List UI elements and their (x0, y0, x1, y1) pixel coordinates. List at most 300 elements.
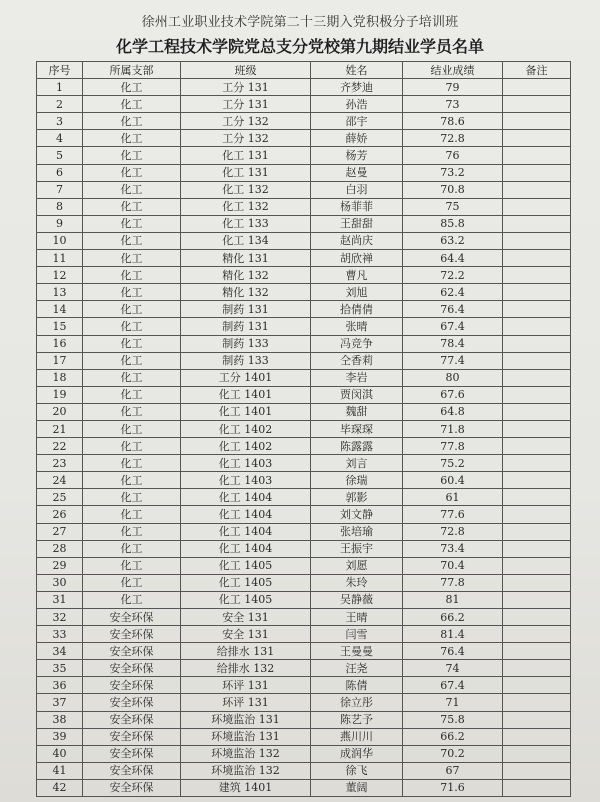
cell-score: 72.8 (403, 523, 503, 540)
cell-score: 81.4 (403, 626, 503, 643)
cell-branch: 安全环保 (83, 762, 181, 779)
cell-index: 11 (37, 250, 83, 267)
cell-name: 王晴 (311, 609, 403, 626)
cell-remarks (503, 728, 571, 745)
cell-branch: 化工 (83, 96, 181, 113)
graduate-list-table (36, 61, 571, 797)
cell-index: 33 (37, 626, 83, 643)
cell-index: 6 (37, 164, 83, 181)
cell-score: 77.6 (403, 506, 503, 523)
cell-branch: 化工 (83, 557, 181, 574)
cell-name: 刘旭 (311, 284, 403, 301)
cell-remarks (503, 609, 571, 626)
cell-branch: 化工 (83, 215, 181, 232)
cell-remarks (503, 301, 571, 318)
cell-class: 工分 131 (181, 96, 311, 113)
cell-index: 21 (37, 420, 83, 437)
cell-remarks (503, 694, 571, 711)
table-row (37, 728, 571, 745)
cell-remarks (503, 267, 571, 284)
table-row (37, 643, 571, 660)
table-row (37, 745, 571, 762)
cell-remarks (503, 660, 571, 677)
table-row (37, 352, 571, 369)
cell-score: 76.4 (403, 301, 503, 318)
cell-class: 化工 132 (181, 198, 311, 215)
table-row (37, 96, 571, 113)
cell-class: 工分 1401 (181, 369, 311, 386)
cell-class: 化工 1401 (181, 386, 311, 403)
cell-index: 30 (37, 574, 83, 591)
cell-name: 徐瑞 (311, 472, 403, 489)
cell-remarks (503, 711, 571, 728)
cell-branch: 安全环保 (83, 745, 181, 762)
cell-class: 化工 133 (181, 215, 311, 232)
cell-index: 26 (37, 506, 83, 523)
cell-index: 34 (37, 643, 83, 660)
cell-remarks (503, 455, 571, 472)
cell-score: 67.4 (403, 318, 503, 335)
table-row (37, 267, 571, 284)
cell-index: 29 (37, 557, 83, 574)
cell-class: 工分 132 (181, 113, 311, 130)
cell-class: 建筑 1401 (181, 779, 311, 796)
cell-score: 78.4 (403, 335, 503, 352)
table-row (37, 420, 571, 437)
cell-name: 毕琛琛 (311, 420, 403, 437)
cell-remarks (503, 335, 571, 352)
cell-remarks (503, 677, 571, 694)
cell-class: 制药 131 (181, 318, 311, 335)
cell-score: 74 (403, 660, 503, 677)
cell-class: 环境监治 131 (181, 728, 311, 745)
cell-index: 37 (37, 694, 83, 711)
cell-name: 薛娇 (311, 130, 403, 147)
table-row (37, 506, 571, 523)
cell-score: 79 (403, 79, 503, 96)
cell-name: 王甜甜 (311, 215, 403, 232)
cell-name: 董阔 (311, 779, 403, 796)
cell-class: 化工 1404 (181, 506, 311, 523)
cell-name: 王曼曼 (311, 643, 403, 660)
cell-branch: 化工 (83, 335, 181, 352)
cell-score: 81 (403, 591, 503, 608)
cell-name: 赵尚庆 (311, 232, 403, 249)
cell-name: 邵宇 (311, 113, 403, 130)
cell-class: 安全 131 (181, 626, 311, 643)
cell-score: 61 (403, 489, 503, 506)
table-row (37, 626, 571, 643)
cell-remarks (503, 215, 571, 232)
cell-name: 胡欣禅 (311, 250, 403, 267)
cell-name: 吴静薇 (311, 591, 403, 608)
cell-branch: 安全环保 (83, 609, 181, 626)
cell-index: 42 (37, 779, 83, 796)
cell-class: 精化 132 (181, 267, 311, 284)
table-row (37, 386, 571, 403)
cell-index: 20 (37, 403, 83, 420)
table-row (37, 523, 571, 540)
cell-branch: 化工 (83, 79, 181, 96)
cell-remarks (503, 557, 571, 574)
table-row (37, 472, 571, 489)
cell-index: 9 (37, 215, 83, 232)
cell-name: 张培瑜 (311, 523, 403, 540)
cell-branch: 化工 (83, 574, 181, 591)
cell-name: 刘言 (311, 455, 403, 472)
cell-class: 化工 131 (181, 164, 311, 181)
cell-branch: 安全环保 (83, 626, 181, 643)
table-row (37, 318, 571, 335)
cell-index: 39 (37, 728, 83, 745)
column-header-name: 姓名 (311, 62, 403, 79)
cell-branch: 化工 (83, 591, 181, 608)
cell-class: 工分 132 (181, 130, 311, 147)
cell-remarks (503, 147, 571, 164)
cell-score: 64.4 (403, 250, 503, 267)
cell-index: 14 (37, 301, 83, 318)
table-row (37, 215, 571, 232)
cell-score: 76.4 (403, 643, 503, 660)
cell-remarks (503, 79, 571, 96)
cell-class: 精化 132 (181, 284, 311, 301)
cell-score: 73.4 (403, 540, 503, 557)
table-row (37, 711, 571, 728)
cell-remarks (503, 352, 571, 369)
cell-score: 60.4 (403, 472, 503, 489)
cell-index: 8 (37, 198, 83, 215)
cell-remarks (503, 472, 571, 489)
cell-remarks (503, 386, 571, 403)
table-row (37, 660, 571, 677)
table-row (37, 301, 571, 318)
cell-branch: 化工 (83, 523, 181, 540)
cell-index: 18 (37, 369, 83, 386)
column-header-index: 序号 (37, 62, 83, 79)
cell-score: 67 (403, 762, 503, 779)
table-body (37, 79, 571, 797)
cell-score: 71 (403, 694, 503, 711)
cell-class: 化工 1405 (181, 591, 311, 608)
cell-score: 64.8 (403, 403, 503, 420)
cell-score: 67.4 (403, 677, 503, 694)
table-header-row (37, 62, 571, 79)
cell-class: 化工 1402 (181, 438, 311, 455)
column-header-branch: 所属支部 (83, 62, 181, 79)
cell-class: 化工 132 (181, 181, 311, 198)
cell-branch: 化工 (83, 489, 181, 506)
document-title: 化学工程技术学院党总支分党校第九期结业学员名单 (115, 37, 484, 56)
table-row (37, 335, 571, 352)
cell-branch: 化工 (83, 369, 181, 386)
cell-branch: 化工 (83, 403, 181, 420)
cell-name: 冯竞争 (311, 335, 403, 352)
cell-index: 28 (37, 540, 83, 557)
table-row (37, 164, 571, 181)
cell-score: 71.6 (403, 779, 503, 796)
cell-score: 85.8 (403, 215, 503, 232)
cell-branch: 化工 (83, 455, 181, 472)
cell-remarks (503, 403, 571, 420)
cell-index: 5 (37, 147, 83, 164)
cell-remarks (503, 318, 571, 335)
cell-index: 25 (37, 489, 83, 506)
cell-class: 环境监治 132 (181, 762, 311, 779)
table-row (37, 232, 571, 249)
cell-name: 李岩 (311, 369, 403, 386)
cell-score: 66.2 (403, 728, 503, 745)
table-row (37, 250, 571, 267)
table-row (37, 284, 571, 301)
cell-class: 化工 1403 (181, 455, 311, 472)
cell-class: 化工 134 (181, 232, 311, 249)
cell-branch: 化工 (83, 420, 181, 437)
cell-remarks (503, 420, 571, 437)
cell-score: 77.8 (403, 438, 503, 455)
cell-index: 35 (37, 660, 83, 677)
cell-index: 7 (37, 181, 83, 198)
cell-index: 40 (37, 745, 83, 762)
cell-name: 燕川川 (311, 728, 403, 745)
cell-class: 精化 131 (181, 250, 311, 267)
cell-index: 16 (37, 335, 83, 352)
cell-score: 66.2 (403, 609, 503, 626)
table-row (37, 557, 571, 574)
cell-class: 环评 131 (181, 694, 311, 711)
cell-name: 闫雪 (311, 626, 403, 643)
cell-score: 70.4 (403, 557, 503, 574)
cell-name: 陈倩 (311, 677, 403, 694)
cell-score: 73.2 (403, 164, 503, 181)
table-row (37, 677, 571, 694)
table-row (37, 540, 571, 557)
cell-remarks (503, 574, 571, 591)
cell-branch: 化工 (83, 113, 181, 130)
cell-name: 白羽 (311, 181, 403, 198)
cell-score: 70.8 (403, 181, 503, 198)
table-row (37, 79, 571, 96)
cell-index: 32 (37, 609, 83, 626)
cell-name: 徐飞 (311, 762, 403, 779)
cell-remarks (503, 489, 571, 506)
cell-name: 徐立彤 (311, 694, 403, 711)
cell-index: 23 (37, 455, 83, 472)
cell-score: 77.4 (403, 352, 503, 369)
cell-remarks (503, 284, 571, 301)
cell-index: 10 (37, 232, 83, 249)
cell-branch: 安全环保 (83, 694, 181, 711)
cell-remarks (503, 626, 571, 643)
cell-branch: 化工 (83, 301, 181, 318)
cell-remarks (503, 779, 571, 796)
column-header-class: 班级 (181, 62, 311, 79)
cell-branch: 化工 (83, 318, 181, 335)
cell-name: 孙浩 (311, 96, 403, 113)
cell-class: 工分 131 (181, 79, 311, 96)
cell-name: 魏甜 (311, 403, 403, 420)
cell-remarks (503, 250, 571, 267)
cell-class: 环评 131 (181, 677, 311, 694)
cell-class: 环境监治 132 (181, 745, 311, 762)
cell-remarks (503, 113, 571, 130)
cell-class: 化工 1404 (181, 523, 311, 540)
cell-branch: 化工 (83, 181, 181, 198)
cell-class: 化工 1402 (181, 420, 311, 437)
cell-score: 70.2 (403, 745, 503, 762)
cell-class: 化工 131 (181, 147, 311, 164)
cell-remarks (503, 96, 571, 113)
table-row (37, 779, 571, 796)
cell-branch: 安全环保 (83, 779, 181, 796)
cell-score: 72.8 (403, 130, 503, 147)
cell-remarks (503, 130, 571, 147)
table-row (37, 455, 571, 472)
cell-branch: 安全环保 (83, 711, 181, 728)
cell-index: 38 (37, 711, 83, 728)
table-row (37, 609, 571, 626)
table-row (37, 198, 571, 215)
cell-class: 化工 1405 (181, 574, 311, 591)
table-row (37, 489, 571, 506)
cell-branch: 化工 (83, 250, 181, 267)
cell-name: 汪尧 (311, 660, 403, 677)
cell-branch: 化工 (83, 164, 181, 181)
cell-index: 19 (37, 386, 83, 403)
cell-remarks (503, 232, 571, 249)
cell-name: 赵曼 (311, 164, 403, 181)
cell-branch: 化工 (83, 352, 181, 369)
cell-score: 73 (403, 96, 503, 113)
cell-name: 齐梦迪 (311, 79, 403, 96)
cell-remarks (503, 506, 571, 523)
table-row (37, 591, 571, 608)
cell-name: 杨菲菲 (311, 198, 403, 215)
cell-class: 化工 1405 (181, 557, 311, 574)
table-row (37, 130, 571, 147)
cell-class: 化工 1404 (181, 489, 311, 506)
cell-name: 刘文静 (311, 506, 403, 523)
column-header-score: 结业成绩 (403, 62, 503, 79)
cell-branch: 化工 (83, 472, 181, 489)
cell-index: 2 (37, 96, 83, 113)
table-row (37, 403, 571, 420)
cell-remarks (503, 369, 571, 386)
cell-name: 陈露露 (311, 438, 403, 455)
cell-index: 15 (37, 318, 83, 335)
cell-name: 刘愿 (311, 557, 403, 574)
table-row (37, 113, 571, 130)
cell-class: 环境监治 131 (181, 711, 311, 728)
cell-index: 4 (37, 130, 83, 147)
cell-name: 贾闵淇 (311, 386, 403, 403)
cell-branch: 化工 (83, 438, 181, 455)
cell-score: 67.6 (403, 386, 503, 403)
table-row (37, 694, 571, 711)
cell-class: 给排水 131 (181, 643, 311, 660)
table-row (37, 762, 571, 779)
cell-name: 王振宇 (311, 540, 403, 557)
cell-remarks (503, 181, 571, 198)
cell-index: 27 (37, 523, 83, 540)
cell-name: 陈艺予 (311, 711, 403, 728)
cell-score: 63.2 (403, 232, 503, 249)
cell-score: 75 (403, 198, 503, 215)
table-row (37, 147, 571, 164)
cell-remarks (503, 540, 571, 557)
cell-remarks (503, 523, 571, 540)
cell-remarks (503, 198, 571, 215)
cell-class: 给排水 132 (181, 660, 311, 677)
cell-branch: 化工 (83, 147, 181, 164)
cell-remarks (503, 643, 571, 660)
cell-name: 成润华 (311, 745, 403, 762)
cell-class: 化工 1401 (181, 403, 311, 420)
cell-name: 杨芳 (311, 147, 403, 164)
cell-score: 78.6 (403, 113, 503, 130)
cell-class: 安全 131 (181, 609, 311, 626)
cell-class: 化工 1403 (181, 472, 311, 489)
document-heading: 徐州工业职业技术学院第二十三期入党积极分子培训班 (141, 15, 459, 30)
cell-score: 71.8 (403, 420, 503, 437)
cell-branch: 化工 (83, 506, 181, 523)
cell-index: 22 (37, 438, 83, 455)
cell-remarks (503, 745, 571, 762)
cell-class: 制药 131 (181, 301, 311, 318)
cell-score: 80 (403, 369, 503, 386)
cell-index: 1 (37, 79, 83, 96)
cell-index: 24 (37, 472, 83, 489)
cell-branch: 化工 (83, 267, 181, 284)
cell-index: 3 (37, 113, 83, 130)
cell-branch: 化工 (83, 198, 181, 215)
cell-index: 36 (37, 677, 83, 694)
table-row (37, 369, 571, 386)
cell-branch: 化工 (83, 232, 181, 249)
cell-class: 制药 133 (181, 335, 311, 352)
table-row (37, 438, 571, 455)
cell-index: 12 (37, 267, 83, 284)
cell-branch: 化工 (83, 284, 181, 301)
cell-index: 17 (37, 352, 83, 369)
cell-remarks (503, 438, 571, 455)
cell-score: 62.4 (403, 284, 503, 301)
cell-remarks (503, 164, 571, 181)
cell-branch: 化工 (83, 540, 181, 557)
table-row (37, 574, 571, 591)
cell-score: 75.2 (403, 455, 503, 472)
cell-name: 曹凡 (311, 267, 403, 284)
cell-name: 拾倩倩 (311, 301, 403, 318)
cell-branch: 化工 (83, 130, 181, 147)
cell-branch: 安全环保 (83, 728, 181, 745)
cell-name: 朱玲 (311, 574, 403, 591)
cell-index: 41 (37, 762, 83, 779)
cell-branch: 安全环保 (83, 677, 181, 694)
cell-branch: 安全环保 (83, 660, 181, 677)
cell-remarks (503, 762, 571, 779)
cell-index: 13 (37, 284, 83, 301)
cell-class: 制药 133 (181, 352, 311, 369)
cell-score: 76 (403, 147, 503, 164)
cell-branch: 化工 (83, 386, 181, 403)
cell-score: 75.8 (403, 711, 503, 728)
cell-score: 77.8 (403, 574, 503, 591)
cell-name: 张晴 (311, 318, 403, 335)
column-header-remarks: 备注 (503, 62, 571, 79)
cell-index: 31 (37, 591, 83, 608)
cell-score: 72.2 (403, 267, 503, 284)
table-row (37, 181, 571, 198)
